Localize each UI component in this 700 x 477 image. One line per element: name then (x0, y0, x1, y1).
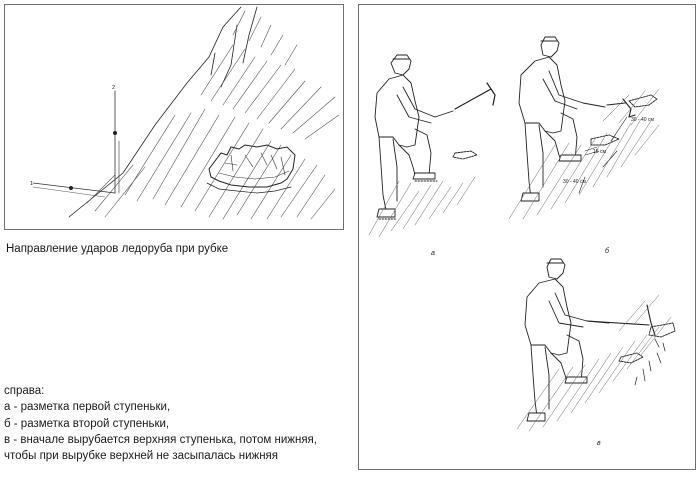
ice-slope-illustration (5, 5, 345, 231)
note-line-b: б - разметка второй ступеньки, (4, 417, 170, 430)
climber-figure-v (525, 259, 675, 421)
climber-figure-a (375, 55, 495, 219)
left-diagram-panel (4, 4, 344, 230)
direction-label-2: 2 (112, 85, 116, 91)
note-line-a: а - разметка первой ступеньки, (4, 401, 171, 414)
panel-label-b: б (605, 248, 609, 255)
dimension-lower: 30 - 40 см (563, 179, 586, 185)
figure-caption: Направление ударов ледоруба при рубке (6, 243, 229, 255)
notes-heading: справа: (4, 385, 45, 397)
dimension-small: 15 см (593, 149, 606, 155)
figure-notes (4, 383, 317, 464)
note-line-v1: в - вначале вырубается верхняя ступенька, потом нижняя, (4, 433, 317, 446)
panel-label-v: в (597, 440, 601, 447)
right-diagram-panel (358, 4, 696, 470)
step-cutting-illustration (359, 5, 697, 471)
panel-label-a: а (431, 250, 435, 257)
direction-label-1: 1 (30, 181, 34, 187)
dimension-upper: 30 - 40 см (631, 117, 654, 123)
note-line-v2: чтобы при вырубке верхней не засыпалась нижняя (4, 450, 278, 463)
